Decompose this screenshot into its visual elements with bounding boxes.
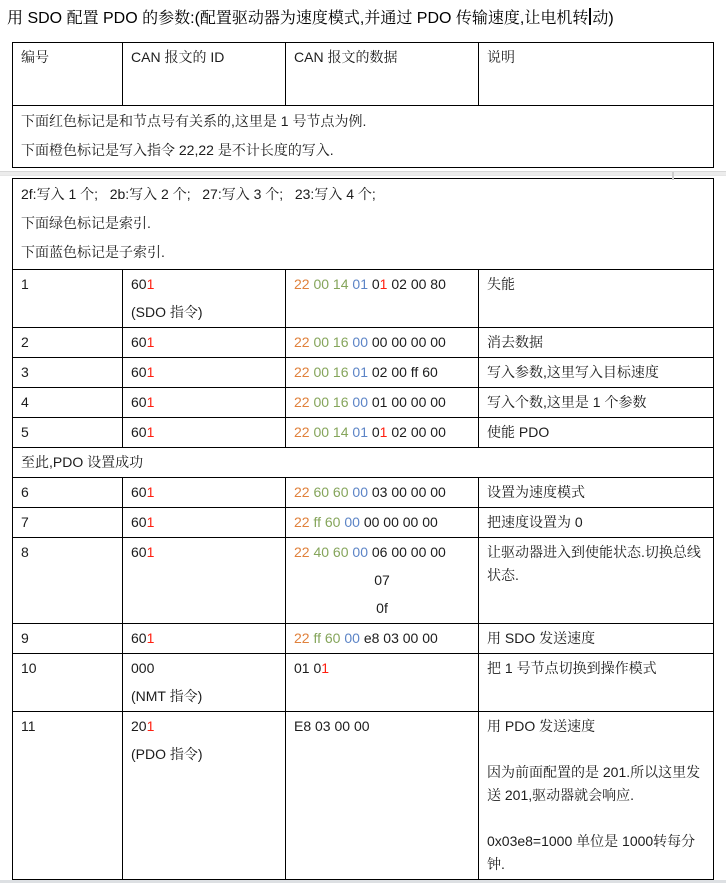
hex-byte-segment: 00 14 (313, 276, 349, 292)
split-tick (672, 172, 674, 180)
hex-byte-segment: E8 03 00 00 (294, 718, 370, 734)
can-id-value (131, 361, 277, 384)
can-data-cell (286, 712, 479, 880)
hex-byte-segment: 60 (131, 630, 147, 646)
can-id-cell (123, 418, 286, 448)
description-text: 设置为速度模式 (487, 484, 585, 500)
note-write-commands: 2f:写入 1 个; 2b:写入 2 个; 27:写入 3 个; 23:写入 4 个; (21, 186, 376, 202)
intro-row (13, 179, 714, 270)
note-orange-marks: 下面橙色标记是写入指令 22,22 是不计长度的写入. (21, 142, 334, 158)
hex-byte-segment: 60 (131, 514, 147, 530)
can-message-row (13, 654, 714, 712)
description-cell (479, 624, 714, 654)
document-page[interactable] (0, 6, 726, 883)
can-id-cell (123, 478, 286, 508)
can-message-row (13, 712, 714, 880)
can-message-row (13, 388, 714, 418)
row-number-cell: 9 (13, 624, 123, 654)
can-data-cell (286, 508, 479, 538)
hex-byte-segment: 22 (294, 364, 310, 380)
hex-byte-segment: 40 60 (313, 544, 349, 560)
can-id-cell (123, 388, 286, 418)
can-data-bytes (294, 511, 470, 534)
hex-byte-segment: 00 16 (313, 334, 349, 350)
can-id-value (131, 657, 277, 680)
milestone-row (13, 448, 714, 478)
can-message-row (13, 508, 714, 538)
document-title (7, 6, 716, 32)
hex-byte-segment: 1 (146, 424, 155, 440)
title-text-before-caret: 用 SDO 配置 PDO 的参数:(配置驱动器为速度模式,并通过 PDO 传输速度,让电机转 (7, 10, 589, 27)
can-id-value (131, 331, 277, 354)
hex-byte-segment: 1 (146, 364, 155, 380)
can-message-row (13, 358, 714, 388)
hex-byte-segment: 1 (146, 514, 155, 530)
hex-byte-segment: 02 00 80 (387, 276, 446, 292)
can-data-bytes (294, 657, 470, 680)
intro-cell (13, 179, 714, 270)
row-number-cell: 1 (13, 270, 123, 328)
hex-byte-segment: 03 00 00 00 (367, 484, 446, 500)
row-number-cell: 5 (13, 418, 123, 448)
hex-byte-segment: 1 (146, 394, 155, 410)
can-id-cell (123, 712, 286, 880)
hex-byte-segment: 02 00 ff 60 (367, 364, 438, 380)
note-blue-marks: 下面蓝色标记是子索引. (21, 244, 165, 260)
hex-byte-segment: 00 16 (313, 364, 349, 380)
description-cell (479, 654, 714, 712)
row-number-cell: 6 (13, 478, 123, 508)
can-data-cell (286, 624, 479, 654)
pdo-table-header-section (12, 42, 714, 168)
hex-byte-segment: 0f (376, 600, 388, 616)
description-text (487, 738, 705, 761)
can-data-bytes (294, 481, 470, 504)
hex-byte-segment: 22 (294, 544, 310, 560)
can-message-row (13, 418, 714, 448)
hex-byte-segment: 0 (367, 424, 380, 440)
hex-byte-segment: 1 (146, 630, 155, 646)
description-cell (479, 538, 714, 624)
can-data-bytes (294, 391, 470, 414)
row-number-cell: 11 (13, 712, 123, 880)
column-header-can-data: CAN 报文的数据 (286, 43, 479, 106)
can-id-cell (123, 328, 286, 358)
description-text: 消去数据 (487, 334, 543, 350)
hex-byte-segment: 1 (146, 276, 155, 292)
description-text: 写入个数,这里是 1 个参数 (487, 394, 647, 410)
hex-byte-segment: 22 (294, 334, 310, 350)
hex-byte-segment: 22 (294, 630, 310, 646)
can-id-value (131, 391, 277, 414)
can-data-cell (286, 478, 479, 508)
can-data-bytes (294, 273, 470, 296)
hex-byte-segment: 00 (352, 394, 368, 410)
title-text-after-caret: 动) (592, 10, 614, 27)
can-data-cell (286, 538, 479, 624)
can-message-row (13, 270, 714, 328)
description-text: 用 PDO 发送速度 (487, 718, 596, 734)
hex-byte-segment: 20 (131, 718, 147, 734)
hex-byte-segment: e8 03 00 00 (359, 630, 438, 646)
can-id-cell (123, 508, 286, 538)
can-command-type: (SDO 指令) (131, 304, 203, 320)
can-command-type: (PDO 指令) (131, 746, 203, 762)
can-data-bytes (294, 597, 470, 620)
description-cell (479, 388, 714, 418)
hex-byte-segment: 00 (352, 334, 368, 350)
description-text: 0x03e8=1000 单位是 1000转每分钟. (487, 833, 696, 872)
can-data-cell (286, 328, 479, 358)
can-data-bytes (294, 715, 470, 738)
hex-byte-segment: 1 (379, 276, 388, 292)
description-text: 把 1 号节点切换到操作模式 (487, 660, 657, 676)
row-number-cell: 7 (13, 508, 123, 538)
can-data-bytes (294, 569, 470, 592)
can-data-bytes (294, 421, 470, 444)
can-message-row (13, 538, 714, 624)
pdo-table-main (12, 178, 714, 880)
hex-byte-segment: 01 (352, 276, 368, 292)
hex-byte-segment: 60 (131, 276, 147, 292)
description-text: 使能 PDO (487, 424, 550, 440)
can-data-bytes (294, 361, 470, 384)
can-command-type: (NMT 指令) (131, 688, 203, 704)
can-data-bytes (294, 541, 470, 564)
hex-byte-segment: 60 (131, 484, 147, 500)
can-id-value (131, 481, 277, 504)
description-text: 写入参数,这里写入目标速度 (487, 364, 659, 380)
description-text: 让驱动器进入到使能状态.切换总线状态. (487, 544, 701, 583)
column-header-description: 说明 (479, 43, 714, 106)
split-line (0, 171, 726, 176)
can-data-cell (286, 388, 479, 418)
can-id-cell (123, 538, 286, 624)
hex-byte-segment: 22 (294, 394, 310, 410)
hex-byte-segment: 00 (352, 484, 368, 500)
hex-byte-segment: 1 (379, 424, 388, 440)
hex-byte-segment: 1 (146, 544, 155, 560)
row-number-cell: 4 (13, 388, 123, 418)
hex-byte-segment: 07 (374, 572, 390, 588)
can-id-cell (123, 654, 286, 712)
hex-byte-segment: 000 (131, 660, 155, 676)
description-cell (479, 508, 714, 538)
can-message-row (13, 624, 714, 654)
hex-byte-segment: 22 (294, 484, 310, 500)
row-number-cell: 10 (13, 654, 123, 712)
hex-byte-segment: ff 60 (313, 514, 341, 530)
hex-byte-segment: 00 (344, 514, 360, 530)
hex-byte-segment: 00 00 00 00 (359, 514, 438, 530)
hex-byte-segment: 02 00 00 (387, 424, 446, 440)
can-data-cell (286, 358, 479, 388)
milestone-cell: 至此,PDO 设置成功 (13, 448, 714, 478)
column-header-can-id: CAN 报文的 ID (123, 43, 286, 106)
can-id-value (131, 715, 277, 738)
description-cell (479, 712, 714, 880)
description-text: 失能 (487, 276, 515, 292)
can-id-cell (123, 270, 286, 328)
hex-byte-segment: 60 (131, 334, 147, 350)
hex-byte-segment: 01 (352, 424, 368, 440)
hex-byte-segment: 01 0 (294, 660, 322, 676)
hex-byte-segment: 1 (146, 718, 155, 734)
hex-byte-segment: 1 (321, 660, 330, 676)
hex-byte-segment: ff 60 (313, 630, 341, 646)
can-data-bytes (294, 331, 470, 354)
notes-row (13, 106, 714, 168)
column-header-number: 编号 (13, 43, 123, 106)
description-text: 因为前面配置的是 201.所以这里发送 201,驱动器就会响应. (487, 764, 701, 803)
hex-byte-segment: 01 00 00 00 (367, 394, 446, 410)
can-id-value (131, 541, 277, 564)
hex-byte-segment: 60 60 (313, 484, 349, 500)
hex-byte-segment: 22 (294, 424, 310, 440)
description-text (487, 807, 705, 830)
can-id-value (131, 627, 277, 650)
description-cell (479, 270, 714, 328)
hex-byte-segment: 00 00 00 00 (367, 334, 446, 350)
hex-byte-segment: 0 (367, 276, 380, 292)
hex-byte-segment: 01 (352, 364, 368, 380)
can-id-value (131, 511, 277, 534)
description-cell (479, 478, 714, 508)
notes-cell (13, 106, 714, 168)
description-text: 用 SDO 发送速度 (487, 630, 596, 646)
hex-byte-segment: 00 (344, 630, 360, 646)
row-number-cell: 3 (13, 358, 123, 388)
can-message-row (13, 478, 714, 508)
description-cell (479, 328, 714, 358)
can-data-cell (286, 418, 479, 448)
table-header-row (13, 43, 714, 106)
hex-byte-segment: 00 16 (313, 394, 349, 410)
hex-byte-segment: 22 (294, 514, 310, 530)
can-data-cell (286, 270, 479, 328)
hex-byte-segment: 60 (131, 424, 147, 440)
hex-byte-segment: 1 (146, 334, 155, 350)
row-number-cell: 2 (13, 328, 123, 358)
can-data-cell (286, 654, 479, 712)
hex-byte-segment: 60 (131, 394, 147, 410)
note-green-marks: 下面绿色标记是索引. (21, 215, 151, 231)
can-data-bytes (294, 627, 470, 650)
can-id-cell (123, 624, 286, 654)
row-number-cell: 8 (13, 538, 123, 624)
can-message-row (13, 328, 714, 358)
can-id-value (131, 273, 277, 296)
can-id-cell (123, 358, 286, 388)
description-text: 把速度设置为 0 (487, 514, 583, 530)
hex-byte-segment: 22 (294, 276, 310, 292)
description-cell (479, 358, 714, 388)
hex-byte-segment: 60 (131, 544, 147, 560)
hex-byte-segment: 00 (352, 544, 368, 560)
hex-byte-segment: 06 00 00 00 (367, 544, 446, 560)
can-id-value (131, 421, 277, 444)
hex-byte-segment: 60 (131, 364, 147, 380)
table-split-gap (0, 168, 726, 178)
hex-byte-segment: 1 (146, 484, 155, 500)
note-red-marks: 下面红色标记是和节点号有关系的,这里是 1 号节点为例. (21, 113, 367, 129)
hex-byte-segment: 00 14 (313, 424, 349, 440)
description-cell (479, 418, 714, 448)
